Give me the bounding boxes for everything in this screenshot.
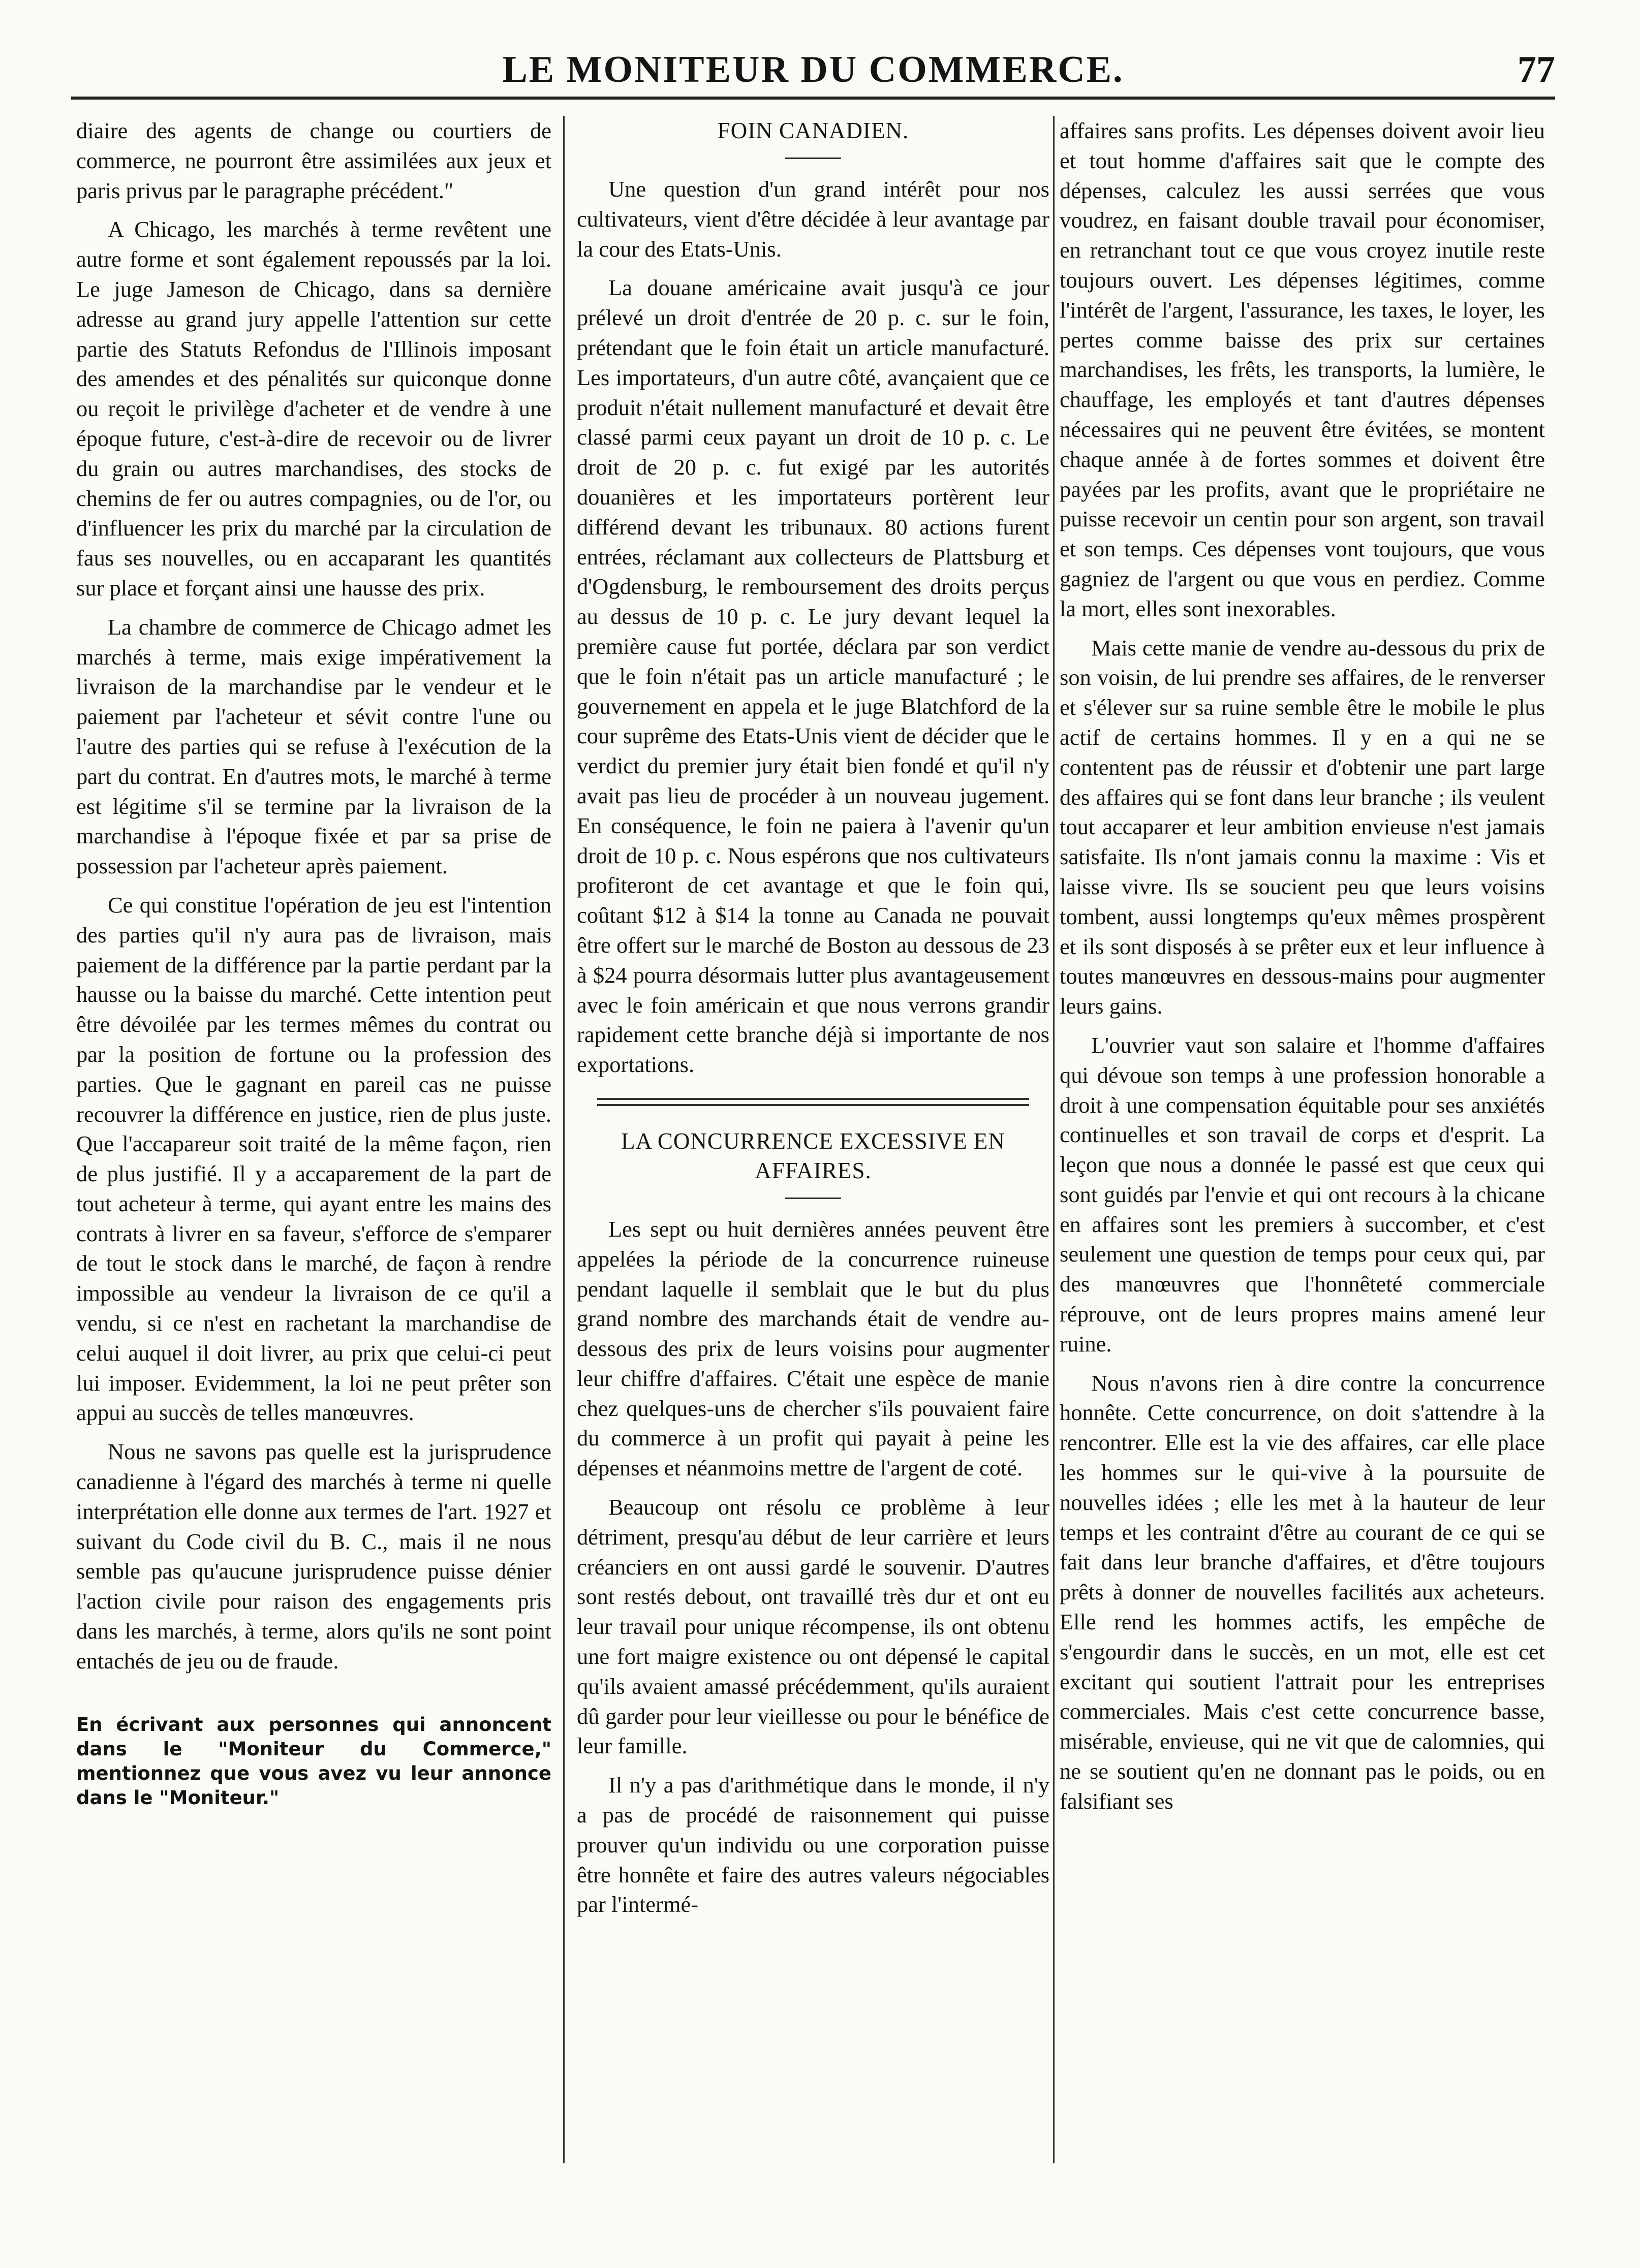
- article-heading-foin: FOIN CANADIEN.: [717, 118, 909, 143]
- page-header: [71, 48, 1555, 100]
- article-heading-concurrence: LA CONCURRENCE EXCESSIVE EN AFFAIRES.: [621, 1128, 1005, 1183]
- paragraph: La douane américaine avait jusqu'à ce jour prélevé un droit d'entrée de 20 p. c. sur le foin, prétendant que le foin était un article manufacturé. Les importateurs, d'un autre côté, avançaient que ce produit n'était nullement manufacturé et devait être classé parmi ceux payant un droit de 10 p. c. Le droit de 20 p. c. fut exigé par les autorités douanières et les importateurs portèrent leur différend devant les tribunaux. 80 actions furent entrées, réclamant aux collecteurs de Plattsburg et d'Ogdensburg, le remboursement des droits perçus au dessus de 10 p. c. Le jury devant lequel la première cause fut portée, déclara par son verdict que le foin n'était pas un article manufacturé ; le gouvernement en appela et le juge Blatchford de la cour suprême des Etats-Unis vient de décider que le verdict du premier jury était bien fondé et qu'il n'y avait pas lieu de procéder à un nouveau jugement. En conséquence, le foin ne paiera à l'avenir qu'un droit de 10 p. c. Nous espérons que nos cultivateurs profiteront de cet avantage et que le foin qui, coûtant $12 à $14 la tonne au Canada ne pouvait être offert sur le marché de Boston au dessous de 23 à $24 pourra désormais lutter plus avantageusement avec le foin américain et que nous verrons grandir rapidement cette branche déjà si importante de nos exportations.: [577, 275, 1049, 1078]
- column-divider: [1053, 116, 1055, 2163]
- paragraph: A Chicago, les marchés à terme revêtent une autre forme et sont également repoussés par la loi. Le juge Jameson de Chicago, dans sa dernière adresse au grand jury appelle l'attention sur cette partie des Statuts Refondus de l'Illinois imposant des amendes et des pénalités sur quiconque donne ou reçoit le privilège d'acheter et de vendre à une époque future, c'est-à-dire de recevoir ou de livrer du grain ou autres marchandises, des stocks de chemins de fer ou autres compagnies, ou de l'or, ou d'influencer les prix du marché par la circulation de faus ses nouvelles, ou en accaparant les quantités sur place et forçant ainsi une hausse des prix.: [76, 216, 551, 601]
- article-separator: [597, 1098, 1029, 1106]
- paragraph: Nous n'avons rien à dire contre la concurrence honnête. Cette concurrence, on doit s'attendre à la rencontrer. Elle est la vie des affaires, car elle place les hommes sur le qui-vive à la poursuite de nouvelles idées ; elle les met à la hauteur de leur temps et les contraint d'être au courant de ce qui se fait dans leur branche d'affaires, et d'être toujours prêts à donner de nouvelles facilités aux acheteurs. Elle rend les hommes actifs, les empêche de s'engourdir dans le succès, en un mot, elle est cet excitant qui soutient l'attrait pour les entreprises commerciales. Mais c'est cette concurrence basse, misérable, envieuse, qui ne vit que de calomnies, qui ne se soutient qu'en ne donnant pas le poids, ou en falsifiant ses: [1060, 1370, 1545, 1814]
- paragraph: Nous ne savons pas quelle est la jurisprudence canadienne à l'égard des marchés à terme ni quelle interprétation elle donne aux termes de l'art. 1927 et suivant du Code civil du B. C., mais il ne nous semble pas qu'aucune jurisprudence puisse dénier l'action civile pour raison des engagements pris dans les marchés, à terme, alors qu'ils ne sont point entachés de jeu ou de fraude.: [76, 1439, 551, 1674]
- paragraph: Il n'y a pas d'arithmétique dans le monde, il n'y a pas de procédé de raisonnement qui puisse prouver qu'un individu ou une corporation puisse être honnête et faire des autres valeurs négociables par l'intermé-: [577, 1772, 1049, 1917]
- paragraph: Les sept ou huit dernières années peuvent être appelées la période de la concurrence ruineuse pendant laquelle il semblait que le but du plus grand nombre des marchands était de vendre au-dessous des prix de leurs voisins pour augmenter leur chiffre d'affaires. C'était une espèce de manie chez quelques-uns de chercher s'ils pouvaient faire du commerce à un profit qui payait à peine les dépenses et néanmoins mettre de l'argent de coté.: [577, 1216, 1049, 1481]
- paragraph: Mais cette manie de vendre au-dessous du prix de son voisin, de lui prendre ses affaires, de le renverser et s'élever sur sa ruine semble être le mobile le plus actif de certains hommes. Il y en a qui ne se contentent pas de réussir et d'obtenir une part large des affaires qui se font dans leur branche ; ils veulent tout accaparer et leur ambition envieuse n'est jamais satisfaite. Ils n'ont jamais connu la maxime : Vis et laisse vivre. Ils se soucient peu que leurs voisins tombent, aussi longtemps qu'eux mêmes prospèrent et ils sont disposés à se prêter eux et leur influence à toutes manœuvres en dessous-mains pour augmenter leurs gains.: [1060, 635, 1545, 1019]
- heading-rule: [785, 158, 841, 159]
- paragraph: affaires sans profits. Les dépenses doivent avoir lieu et tout homme d'affaires sait que le compte des dépenses, calculez les aussi serrées que vous voudrez, en faisant double travail pour économiser, en retranchant tout ce que vous croyez inutile reste toujours ouvert. Les dépenses légitimes, comme l'intérêt de l'argent, l'assurance, les taxes, le loyer, les pertes comme baisse des prix sur certaines marchandises, les frêts, les transports, la lumière, le chauffage, les employés et tant d'autres dépenses nécessaires qui ne peuvent être évitées, se montent chaque année à de fortes sommes et doivent être payées par les profits, avant que le propriétaire ne puisse recevoir un centin pour son argent, son travail et son temps. Ces dépenses vont toujours, que vous gagniez de l'argent ou que vous en perdiez. Comme la mort, elles sont inexorables.: [1060, 118, 1545, 621]
- paragraph: Beaucoup ont résolu ce problème à leur détriment, presqu'au début de leur carrière et leurs créanciers en ont aussi gardé le souvenir. D'autres sont restés debout, ont travaillé très dur et ont eu leur travail pour unique récompense, ils ont obtenu une fort maigre existence ou ont dépensé le capital qu'ils avaient amassé précédemment, qu'ils auraient dû garder pour leur vieillesse ou pour le bénéfice de leur famille.: [577, 1494, 1049, 1759]
- column-middle: [577, 116, 1049, 2163]
- paragraph: diaire des agents de change ou courtiers de commerce, ne pourront être assimilées aux jeux et paris privus par le paragraphe précédent.": [76, 118, 551, 203]
- paragraph: Ce qui constitue l'opération de jeu est l'intention des parties qu'il n'y aura pas de livraison, mais paiement de la différence par la partie perdant par la hausse ou la baisse du marché. Cette intention peut être dévoilée par les termes mêmes du contrat ou par la position de fortune ou la profession des parties. Que le gagnant en pareil cas ne puisse recouvrer la différence en justice, rien de plus juste. Que l'accapareur soit traité de la même façon, rien de plus justifié. Il y a accaparement de la part de tout acheteur à terme, qui ayant entre les mains des contrats à livrer en sa faveur, s'efforce de s'emparer de tout le stock dans le marché, de façon à rendre impossible au vendeur la livraison de ce qu'il a vendu, si ce n'est en rachetant la marchandise de celui auquel il doit livrer, au prix que celui-ci peut lui imposer. Evidemment, la loi ne peut prêter son appui au succès de telles manœuvres.: [76, 892, 551, 1426]
- page-number: 77: [1518, 49, 1555, 90]
- column-left: [76, 116, 551, 2163]
- advertiser-notice: En écrivant aux personnes qui annoncent dans le "Moniteur du Commerce," mentionnez que vous avez vu leur annonce dans le "Moniteur.": [76, 1713, 551, 1809]
- heading-rule: [785, 1198, 841, 1199]
- paragraph: La chambre de commerce de Chicago admet les marchés à terme, mais exige impérativement la livraison de la marchandise par le vendeur et le paiement par l'acheteur et sévit contre l'une ou l'autre des parties qui se refuse à l'exécution de la part du contrat. En d'autres mots, le marché à terme est légitime s'il se termine par la livraison de la marchandise à l'époque fixée et par sa prise de possession par l'acheteur après paiement.: [76, 614, 551, 879]
- column-divider: [563, 116, 565, 2163]
- paragraph: L'ouvrier vaut son salaire et l'homme d'affaires qui dévoue son temps à une profession honorable a droit à une compensation équitable pour ses anxiétés continuelles et son travail de corps et d'esprit. La leçon que nous a donnée le passé est que ceux qui sont guidés par l'envie et qui ont recours à la chicane en affaires sont les premiers à succomber, et c'est seulement une question de temps pour ceux qui, par des manœuvres que l'honnêteté commerciale réprouve, ont de leurs propres mains amené leur ruine.: [1060, 1032, 1545, 1357]
- column-right: [1060, 116, 1545, 2163]
- masthead-title: LE MONITEUR DU COMMERCE.: [502, 49, 1124, 90]
- paragraph: Une question d'un grand intérêt pour nos cultivateurs, vient d'être décidée à leur avantage par la cour des Etats-Unis.: [577, 176, 1049, 262]
